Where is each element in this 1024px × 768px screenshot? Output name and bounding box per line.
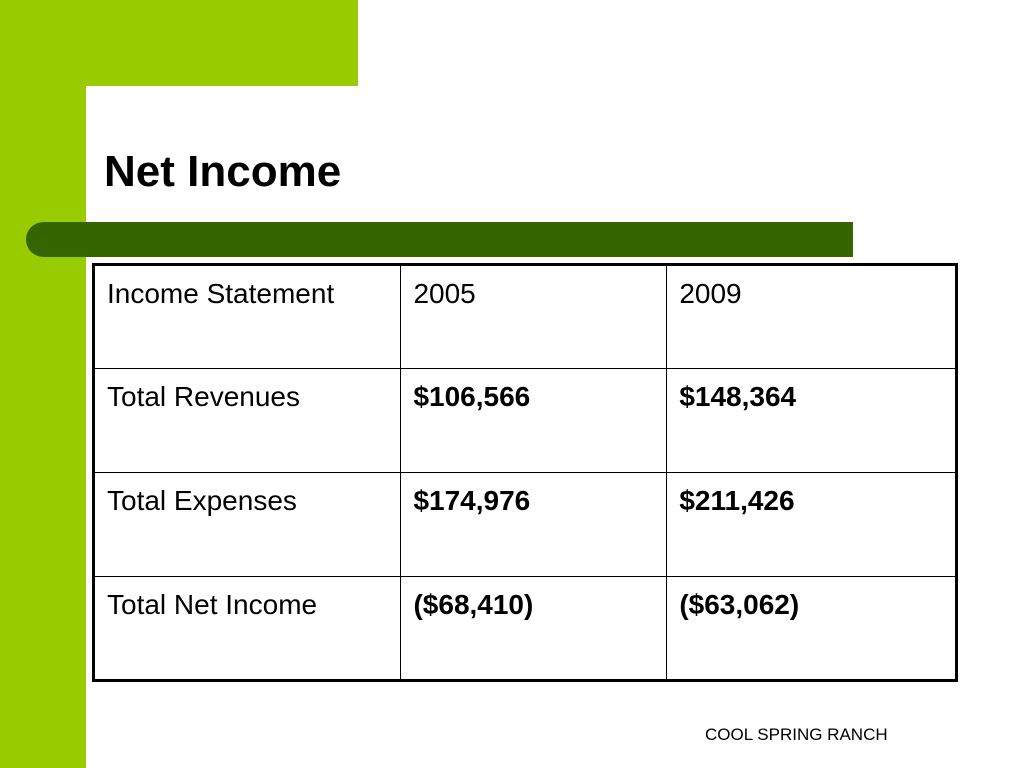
footer-text: COOL SPRING RANCH bbox=[705, 725, 888, 744]
table-row-total-expenses bbox=[94, 473, 957, 577]
table-row-total-net-income bbox=[94, 577, 957, 681]
row-label: Total Revenues bbox=[94, 369, 401, 473]
left-accent-strip bbox=[0, 0, 86, 768]
value-2009: $148,364 bbox=[667, 369, 957, 473]
slide-title: Net Income bbox=[104, 147, 342, 196]
row-label: Total Net Income bbox=[94, 577, 401, 681]
value-2009: ($63,062) bbox=[667, 577, 957, 681]
value-2005: ($68,410) bbox=[401, 577, 667, 681]
header-cell-2009: 2009 bbox=[667, 265, 957, 369]
row-label: Total Expenses bbox=[94, 473, 401, 577]
value-2009: $211,426 bbox=[667, 473, 957, 577]
header-cell-label: Income Statement bbox=[94, 265, 401, 369]
title-divider-bar bbox=[26, 222, 853, 257]
income-statement-table bbox=[92, 263, 958, 682]
header-cell-2005: 2005 bbox=[401, 265, 667, 369]
value-2005: $174,976 bbox=[401, 473, 667, 577]
table-row-total-revenues bbox=[94, 369, 957, 473]
table-header-row bbox=[94, 265, 957, 369]
value-2005: $106,566 bbox=[401, 369, 667, 473]
